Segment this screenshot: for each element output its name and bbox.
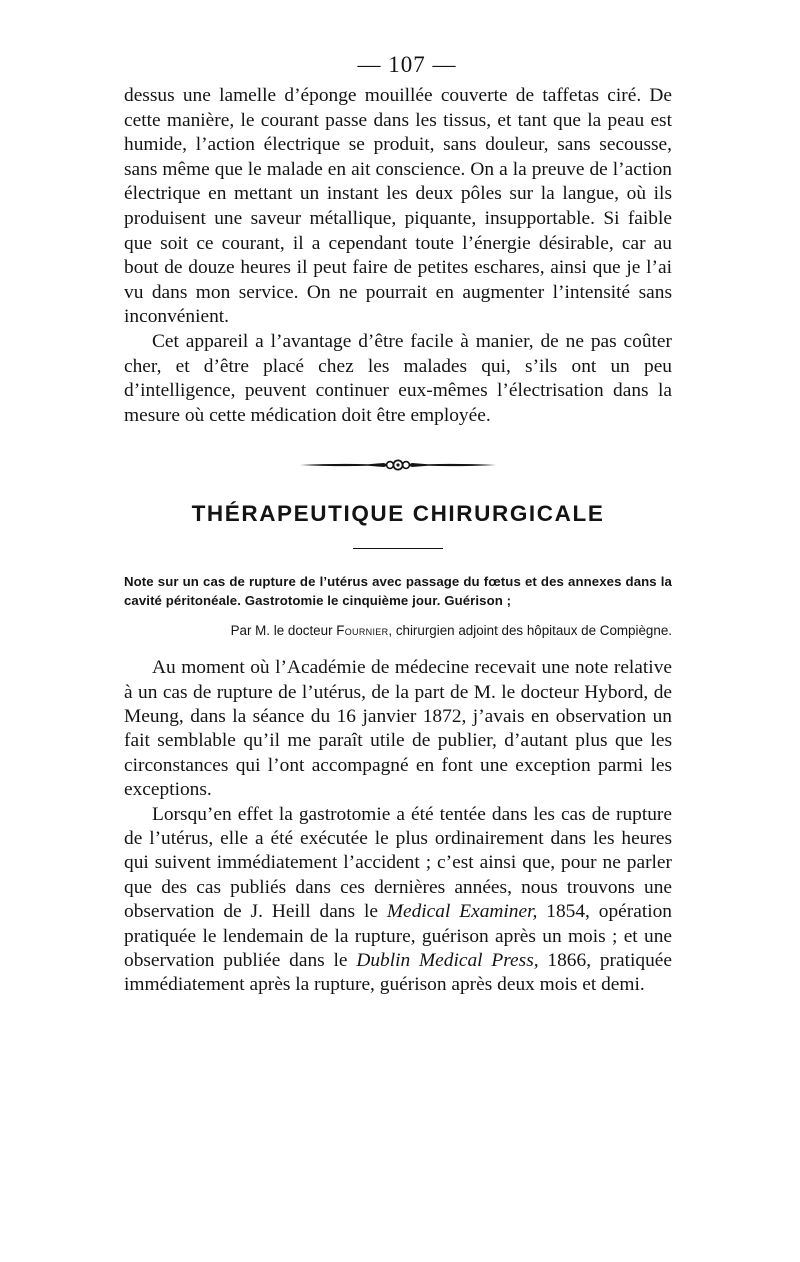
page-number: — 107 — [357, 52, 457, 77]
article-paragraph-1: Au moment où l’Académie de médecine recevait une note relative à un cas de rupture de l’utérus, de la part de M. le docteur Hybord, de Meung, dans la séance du 16 janvier 1872, j’avais en observation un fait semblable qu’il me paraît utile de publier, d’autant plus que les circonstances qui l’ont accompagné en font une exception parmi les exceptions. [124, 657, 672, 801]
book-page [124, 52, 672, 998]
article-paragraph-2-part-1: Lorsqu’en effet la gastrotomie a été tentée dans les cas de rupture de l’utérus, elle a été exécutée le plus ordinairement dans les heures qui suivent immédiatement l’accident ; c’est ainsi que, pour ne parler que des cas publiés dans ces dernières années, nous trouvons une observation de J. Heill dans le [124, 803, 672, 923]
ornament-divider-icon [298, 458, 498, 472]
journal-title-dublin-medical-press: Dublin Medical Press, [356, 950, 539, 971]
continued-paragraph-2: Cet appareil a l’avantage d’être facile à manier, de ne pas coûter cher, et d’être placé chez les malades qui, s’ils ont un peu d’intelligence, peuvent continuer eux-mêmes l’électrisation dans la mesure où cette médication doit être employée. [124, 330, 672, 426]
journal-title-medical-examiner: Medical Examiner, [386, 901, 538, 923]
byline-suffix: , chirurgien adjoint des hôpitaux de Compiègne. [388, 623, 672, 639]
article-body [124, 656, 672, 998]
section-divider [353, 548, 443, 549]
article-paragraph-2-part-2: 1854, opération pratiquée le lendemain de la rupture, guérison après un mois ; et une observation publiée dans le [124, 901, 673, 971]
byline-prefix: Par M. le docteur [230, 623, 333, 639]
continued-paragraph-1: dessus une lamelle d’éponge mouillée couverte de taffetas ciré. De cette manière, le courant passe dans les tissus, et tant que la peau est humide, l’action électrique se produit, sans douleur, sans secousse, sans même que le malade en ait conscience. On a la preuve de l’action électrique en mettant un instant les deux pôles sur la langue, où ils produisent une saveur métallique, piquante, insupportable. Si faible que soit ce courant, il a cependant toute l’énergie désirable, car au bout de douze heures il peut faire de petites eschares, ainsi que je l’ai vu dans mon service. On ne pourrait en augmenter l’intensité sans inconvénient. [124, 85, 672, 328]
section-title: THÉRAPEUTIQUE CHIRURGICALE [191, 501, 605, 527]
article-paragraph-2-part-3: 1866, pratiquée immédiatement après la rupture, guérison après deux mois et demi. [124, 950, 672, 996]
article-title: Note sur un cas de rupture de l’utérus avec passage du fœtus et des annexes dans la cavité péritonéale. Gastrotomie le cinquième jour. Guérison ; [124, 574, 672, 608]
byline [124, 622, 672, 640]
author-name: Fournier [336, 623, 389, 639]
article-paragraph-2 [124, 803, 672, 998]
